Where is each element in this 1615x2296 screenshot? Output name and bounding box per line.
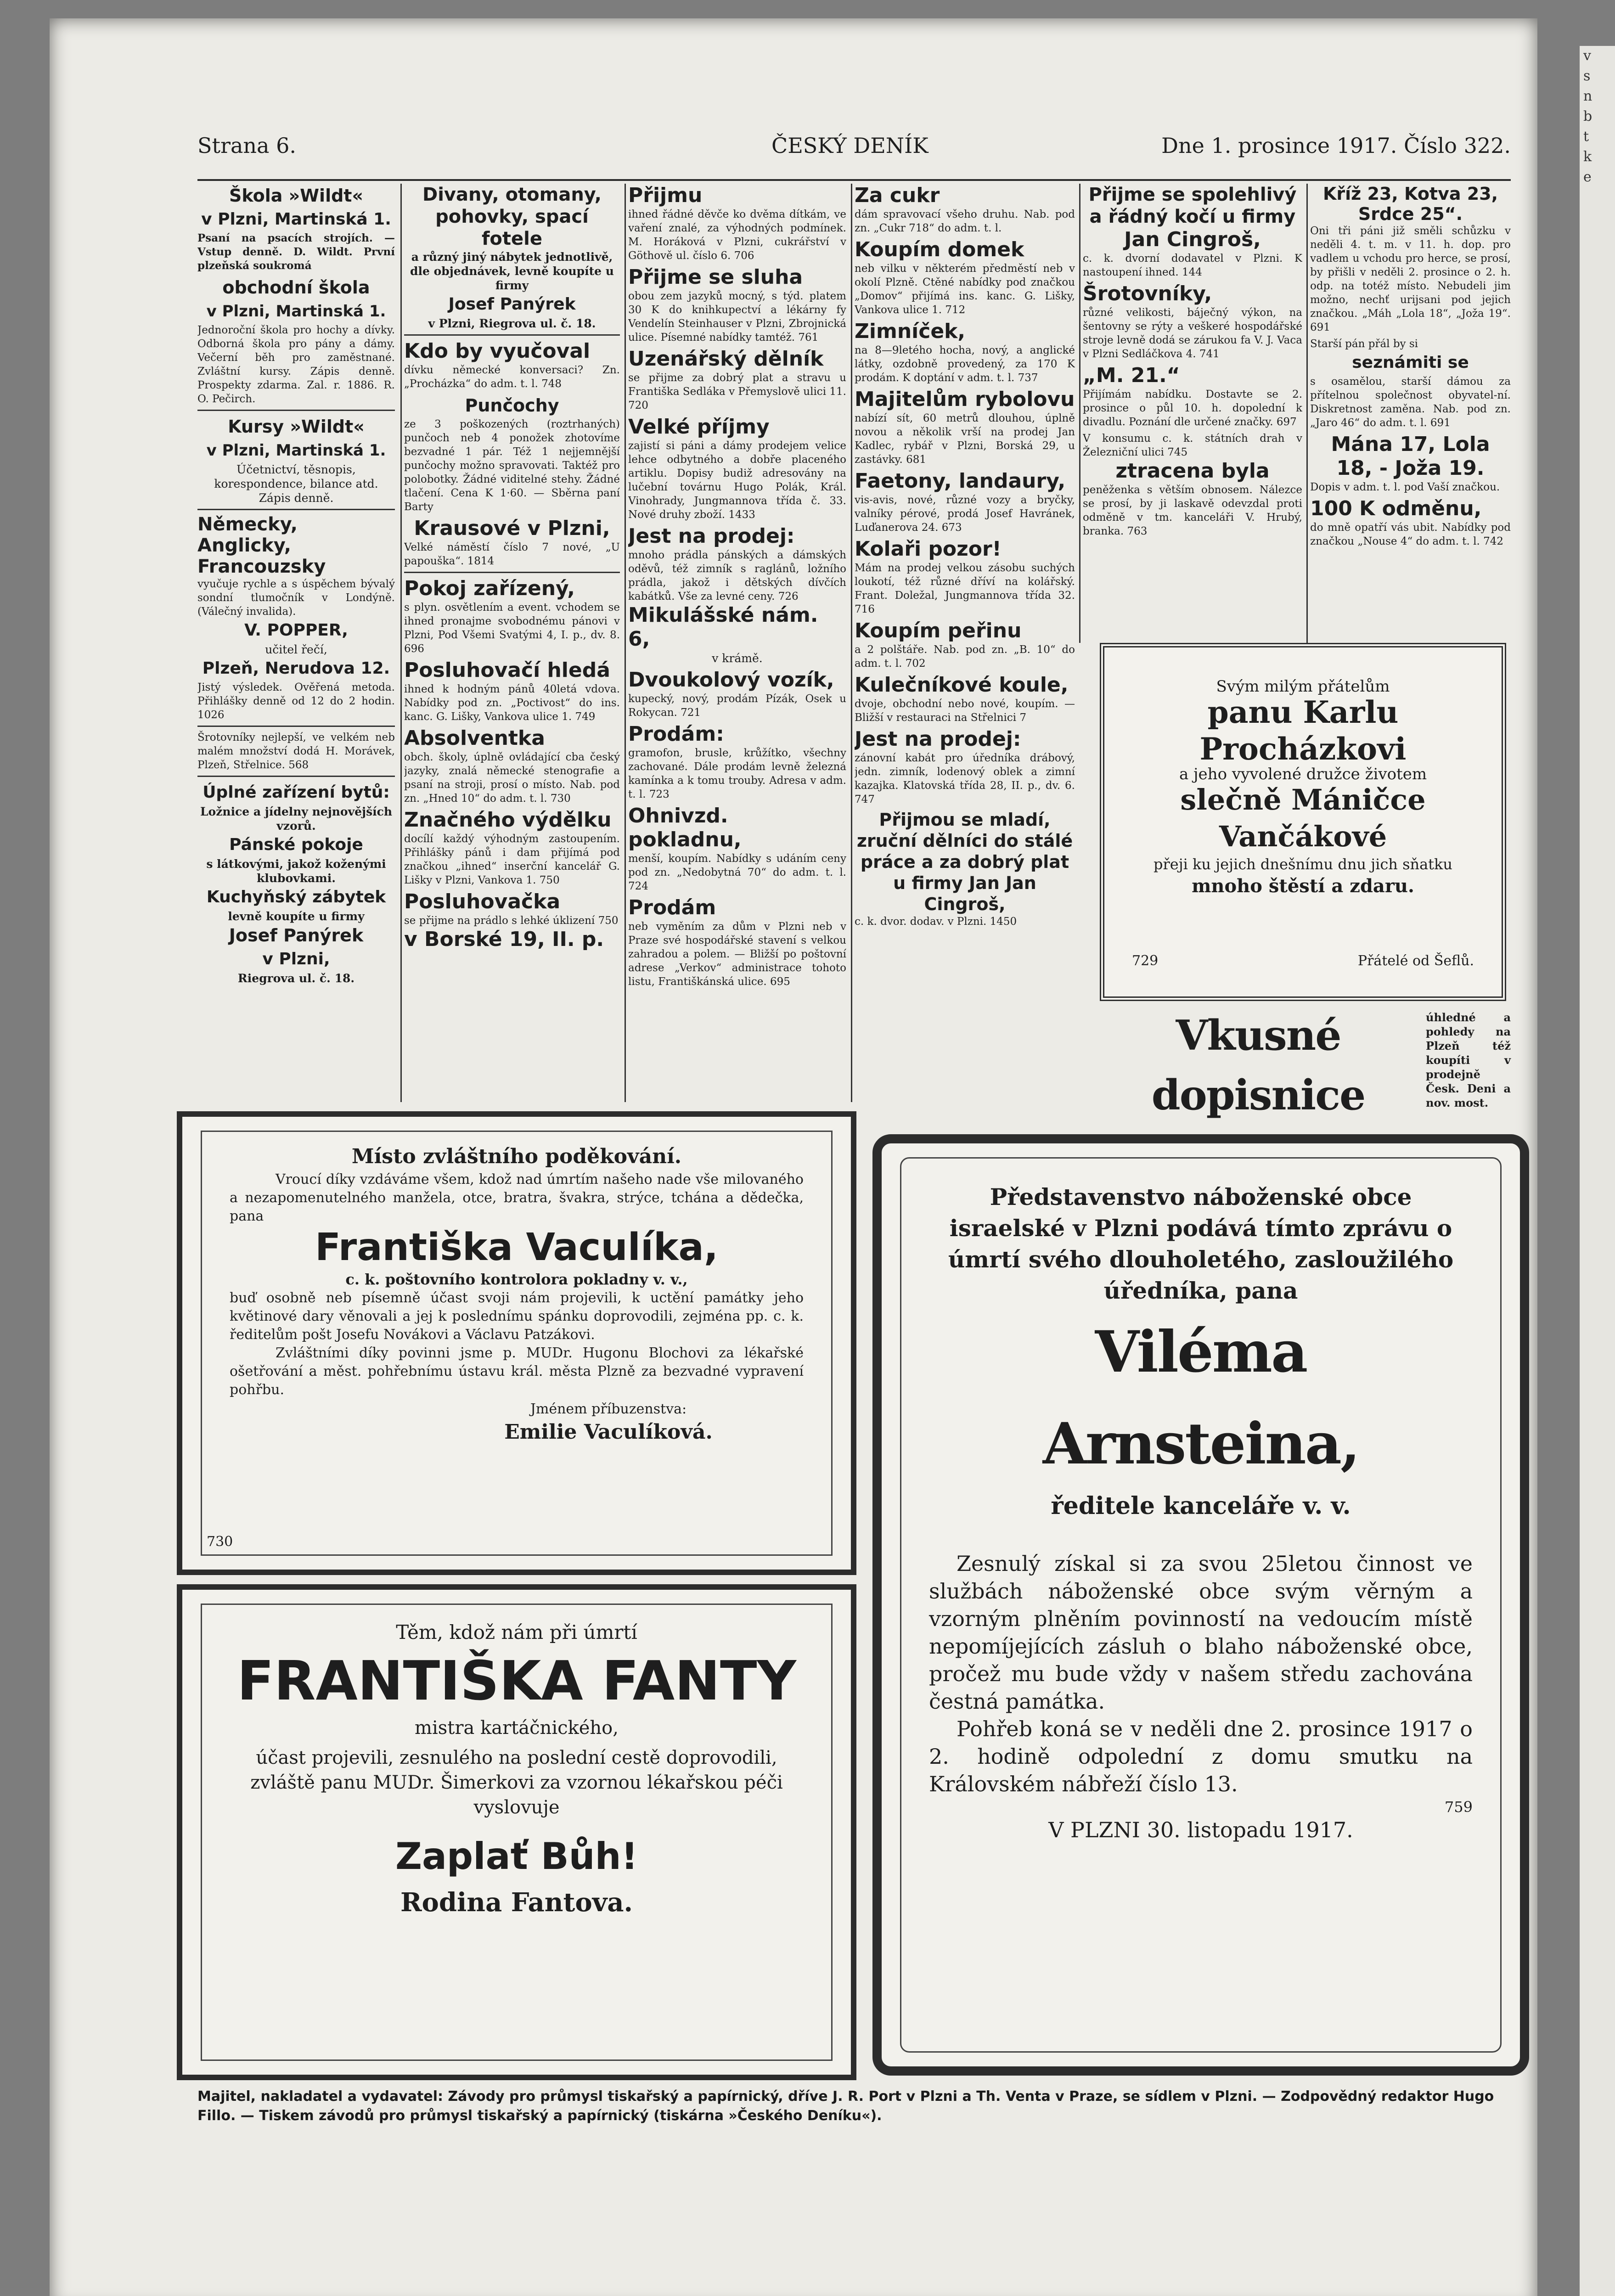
ad-title: Faetony, landaury, xyxy=(855,469,1066,493)
classified-ad xyxy=(404,808,620,887)
ad-text: dám spravovací všeho druhu. Nab. pod zn. „Cukr 718“ do adm. t. l. xyxy=(855,208,1075,234)
ad-city: Plzeň, Nerudova 12. xyxy=(202,659,390,678)
ad-text: neb vyměním za dům v Plzni neb v Praze své hospodářské stavení s velkou zahradou a polem. — Bližší po poštovní adrese „Verkov“ administrace tohoto listu, Františkánská ulice. 695 xyxy=(628,921,846,988)
wedding-bride: slečně Máničce Vančákové xyxy=(1180,783,1426,853)
classified-ad xyxy=(855,537,1075,616)
classified-ad xyxy=(855,238,1075,317)
classified-ad xyxy=(855,727,1075,806)
ad-text: Jistý výsledek. Ověřená metoda. Přihlášky denně od 12 do 2 hodin. 1026 xyxy=(197,681,395,721)
ad-title: Absolventka xyxy=(404,726,545,750)
classified-ad xyxy=(855,388,1075,467)
ad-title: obchodní škola xyxy=(222,277,370,298)
classified-ad xyxy=(628,722,846,801)
ad-text: menší, koupím. Nabídky s udáním ceny pod zn. „Nedobytná 70“ do adm. t. l. 724 xyxy=(628,853,846,892)
notice-body: účast projevili, zesnulého na poslední cestě doprovodili, zvláště panu MUDr. Šimerkovi za vzornou lékařskou péči vyslovuje xyxy=(250,1747,783,1818)
ad-title: Velké příjmy xyxy=(628,415,770,439)
ad-title: Přijmu xyxy=(628,184,703,207)
ad-name: Josef Panýrek xyxy=(229,925,364,945)
ad-text: různé velikosti, báječný výkon, na šentovny se rýty a veškeré hospodářské stroje levně dodá se zárukou fa V. J. Vaca v Plzni Sedláčkova 4. 741 xyxy=(1083,307,1302,360)
page-header xyxy=(197,133,1511,161)
ad-name: Josef Panýrek xyxy=(448,295,576,314)
classified-ad xyxy=(628,265,846,344)
classified-ad xyxy=(404,658,620,724)
ad-text: do mně opatří vás ubit. Nabídky pod značkou „Nouse 4“ do adm. t. l. 742 xyxy=(1310,522,1511,547)
ad-subtitle: v Plzni, Martinská 1. xyxy=(206,441,386,460)
classified-ad: Šrotovníky nejlepší, ve velkém neb malém množství dodá H. Morávek, Plzeň, Střelnice. 568 xyxy=(197,732,395,771)
ad-text: s látkovými, jakož koženými klubovkami. xyxy=(206,857,386,885)
ad-title: Šrotovníky, xyxy=(1083,282,1212,305)
ad-title: Uzenářský dělník xyxy=(628,347,824,371)
ad-title: Koupím peřinu xyxy=(855,619,1022,642)
ad-title: Za cukr xyxy=(855,184,940,207)
ad-title: Kolaři pozor! xyxy=(855,537,1002,561)
ad-text: dvoje, obchodní nebo nové, koupím. — Bližší v restauraci na Střelnici 7 xyxy=(855,698,1075,724)
ad-address: Mikulášské nám. 6, xyxy=(628,603,818,651)
ad-text: obou zem jazyků mocný, s týd. platem 30 K do knihkupectví a lékárny fy Vendelín Steinhauser v Plzni, Zbrojnická ulice. Písemné nabídky tamtéž. 761 xyxy=(628,290,846,343)
ad-title: Prodám: xyxy=(628,722,724,746)
ad-title: Pánské pokoje xyxy=(229,835,363,854)
notice-intro: Vroucí díky vzdáváme všem, kdož nad úmrtím našeho nade vše milovaného a nezapomenutelného manžela, otce, bratra, švakra, strýce, tchána a dědečka, pana xyxy=(230,1171,804,1224)
classified-ad xyxy=(197,415,395,505)
ad-title: Škola »Wildt« xyxy=(229,186,364,206)
ad-title: Přijmou se mladí, zruční dělníci do stálé práce a za dobrý plat u firmy Jan Jan Cingroš, xyxy=(856,810,1073,914)
ad-text: zánovní kabát pro úředníka drábový, jedn. zimník, lodenový oblek a zimní kazajka. Klatovská třída 28, II. p., dv. 6. 747 xyxy=(855,752,1075,805)
classified-ad xyxy=(1310,497,1511,548)
ad-text: se přijme za dobrý plat a stravu u Františka Sedláka v Přemyslově ulici 11. 720 xyxy=(628,372,846,411)
ad-address: v Plzni, Riegrova ul. č. 18. xyxy=(428,317,596,330)
ad-title: Značného výdělku xyxy=(404,808,612,832)
ad-name: V. POPPER, xyxy=(244,621,348,640)
classified-ad xyxy=(855,320,1075,385)
classified-ad xyxy=(197,276,395,406)
ad-title: Divany, otomany, pohovky, spací fotele xyxy=(422,184,602,249)
column-divider xyxy=(400,184,402,1102)
classified-ad xyxy=(855,673,1075,725)
classified-ad xyxy=(197,514,395,722)
ad-title: Jest na prodej: xyxy=(855,727,1021,751)
classified-ad xyxy=(1310,433,1511,494)
ad-text: dívku německé konversaci? Zn. „Procházka“ do adm. t. l. 748 xyxy=(404,364,620,390)
classified-ad xyxy=(1083,432,1302,538)
wedding-line: Svým milým přátelům xyxy=(1216,677,1390,696)
ad-text: Přijímám nabídku. Dostavte se 2. prosince o půl 10. h. dopolední k divadlu. Poznání dle určené značky. 697 xyxy=(1083,388,1302,428)
classified-ad xyxy=(404,394,620,514)
deceased-name: Viléma Arnsteina, xyxy=(1042,1319,1359,1477)
ad-text: c. k. dvor. dodav. v Plzni. 1450 xyxy=(855,916,1017,928)
wedding-groom: panu Karlu Procházkovi xyxy=(1199,694,1407,767)
ad-text: gramofon, brusle, krůžítko, všechny zachované. Dále prodám levně železná kamínka a k tomu trouby. Adresa v adm. t. l. 723 xyxy=(628,747,846,800)
deceased-role: ředitele kanceláře v. v. xyxy=(1051,1492,1351,1520)
ad-text: na 8—9letého hocha, nový, a anglické látky, ozdobně provedený, za 170 K prodám. K doptání v adm. t. l. 737 xyxy=(855,344,1075,384)
obituary-body: Zesnulý získal si za svou 25letou činnost ve službách náboženské obce svým věrným a vzorným plněním povinností na vedoucím místě nepomíjejících zásluh o blaho náboženské obce, pročež mu bude vždy v našem středu zachována čestná památka. xyxy=(929,1551,1473,1714)
classified-ad xyxy=(1310,337,1511,430)
notice-body: buď osobně neb písemně účast svoji nám projevili, k uctění památky jeho květinové dary věnovali a jej k poslednímu spánku doprovodili, zejména pp. c. k. ředitelům pošt Josefu Novákovi a Václavu Patzákovi. xyxy=(230,1290,804,1343)
classified-ad xyxy=(404,339,620,391)
ad-text: Oni tři páni již směli schůzku v neděli 4. t. m. v 11. h. dop. pro vadlem u vchodu pro herce, se prosí, by přišli v neděli 2. prosince o 2. h. odp. na totéž místo. Nebudeli jim možno, nechť urijsani pod jejich značkou. „Máh „Lola 18“, „Joža 19“. 691 xyxy=(1310,225,1511,333)
column-2 xyxy=(404,184,620,1102)
ad-city: v Plzni, xyxy=(262,950,330,968)
ad-text: Starší pán přál by si xyxy=(1310,338,1418,350)
divider xyxy=(197,776,395,777)
deceased-role: c. k. poštovního kontrolora pokladny v. v., xyxy=(345,1271,688,1288)
classified-ad xyxy=(1083,184,1302,279)
deceased-name: Františka Vaculíka, xyxy=(315,1226,718,1269)
ad-title: Zimníček, xyxy=(855,320,966,343)
ad-number: 759 xyxy=(1444,1798,1473,1816)
wedding-signature: Přátelé od Šeflů. xyxy=(1357,953,1474,969)
classified-ad xyxy=(404,517,620,568)
ad-text: neb vilku v některém předměstí neb v okolí Plzně. Ctěné nabídky pod značkou „Domov“ přijímá ins. kanc. G. Lišky, Vankova ulice 1. 712 xyxy=(855,263,1075,316)
ad-text: s plyn. osvětlením a event. vchodem se ihned pronajme svobodnému pánovi v Plzni, Pod Všemi Svatými 4, I. p., dv. 8. 696 xyxy=(404,602,620,655)
ad-text: Ložnice a jídelny nejnovějších vzorů. xyxy=(200,805,393,833)
divider xyxy=(197,726,395,727)
column-4 xyxy=(855,184,1075,1102)
obituary-date: V PLZNI 30. listopadu 1917. xyxy=(1048,1818,1353,1842)
ad-text: Velké náměstí číslo 7 nové, „U papouška“. 1814 xyxy=(404,541,620,567)
ad-title: Přijme se sluha xyxy=(628,265,803,289)
ad-title: Německy, Anglicky, Francouzsky xyxy=(197,514,326,577)
ad-title: Prodám xyxy=(628,896,716,919)
wedding-congratulation-box xyxy=(1100,643,1506,1001)
ad-title: seznámiti se xyxy=(1352,353,1469,372)
ad-title: Krausové v Plzni, xyxy=(414,517,610,540)
classified-ad xyxy=(628,668,846,720)
thanks-notice-vaculik xyxy=(177,1111,856,1575)
classified-ad xyxy=(628,347,846,412)
notice-thanks: Zaplať Bůh! xyxy=(395,1835,638,1878)
deceased-name: FRANTIŠKA FANTY xyxy=(237,1649,796,1712)
ad-text: levně koupíte u firmy xyxy=(228,910,365,923)
column-3 xyxy=(628,184,846,1102)
ad-text: ze 3 poškozených (roztrhaných) punčoch neb 4 ponožek zhotovíme bezvadné 1 pár. Též 1 nejjemnější punčochy možno spravovati. Taktéž pro polobotky. Žádné viditelné stehy. Žádné tlačení. Cena K 1·60. — Sběrna paní Barty xyxy=(404,418,620,513)
divider xyxy=(197,509,395,510)
signature: Rodina Fantova. xyxy=(400,1887,633,1918)
postcards-ad-text: úhledné a pohledy na Plzeň též koupíti v prodejně Česk. Deni a nov. most. xyxy=(1426,1011,1511,1109)
page-number: Strana 6. xyxy=(197,133,296,158)
notice-line: Těm, kdož nám při úmrtí xyxy=(396,1621,637,1643)
ad-title: Punčochy xyxy=(465,395,559,416)
ad-text: nabízí sít, 60 metrů dlouhou, úplně novou a několik vrší na prodej Jan Kadlec, rybář v Plzni, Borská 29, u zastávky. 681 xyxy=(855,412,1075,466)
ad-text: c. k. dvorní dodavatel v Plzni. K nastoupení ihned. 144 xyxy=(1083,253,1302,278)
ad-text: Jednoroční škola pro hochy a dívky. Odborná škola pro pány a dámy. Večerní běh pro zaměstnané. Zvláštní kursy. Zápis denně. Prospekty zdarma. Zal. r. 1886. R. O. Pečirch. xyxy=(197,324,395,405)
column-divider xyxy=(1079,184,1080,643)
obituary-arnstein xyxy=(872,1134,1529,2076)
ad-text: Psaní na psacích strojích. — Vstup denně. D. Wildt. První plzeňská soukromá xyxy=(197,232,395,272)
ad-text: Dopis v adm. t. l. pod Vaší značkou. xyxy=(1310,481,1500,493)
column-1 xyxy=(197,184,395,1102)
header-rule xyxy=(197,179,1511,181)
classified-ad xyxy=(628,524,846,665)
ad-title: Kulečníkové koule, xyxy=(855,673,1069,697)
ad-title: Kuchyňský zábytek xyxy=(206,888,386,906)
wedding-line: a jeho vyvolené družce životem xyxy=(1179,765,1427,783)
classified-ad xyxy=(628,896,846,989)
ad-number: 729 xyxy=(1132,953,1159,969)
ad-text: V konsumu c. k. státních drah v Železniční ulici 745 xyxy=(1083,433,1302,458)
ad-title: Kříž 23, Kotva 23, Srdce 25“. xyxy=(1322,184,1498,224)
ad-text: se přijme na prádlo s lehké úklizení 750 xyxy=(404,915,619,927)
publisher-imprint: Majitel, nakladatel a vydavatel: Závody pro průmysl tiskařský a papírnický, dříve J. R. Port v Plzni a Th. Venta v Praze, se sídlem v Plzni. — Zodpovědný redaktor Hugo Fillo. — Tiskem závodů pro průmysl tiskařský a papírnický (tiskárna »Českého Deníku«). xyxy=(197,2088,1494,2124)
ad-title: Úplné zařízení bytů: xyxy=(203,783,390,802)
ad-title: Pokoj zařízený, xyxy=(404,577,575,600)
ad-text: vis-avis, nové, různé vozy a bryčky, valníky pérové, prodá Josef Havránek, Luďanerova 24. 673 xyxy=(855,494,1075,534)
classified-ad xyxy=(197,184,395,273)
classified-ad xyxy=(855,469,1075,535)
ad-text: zajistí si páni a dámy prodejem velice lehce odbytného a dobře placeného artiklu. Dopisy budiž adresovány na lučební továrnu Hugo Polák, Král. Vinohrady, Jungmannova třída č. 33. Nové druhy zboží. 1433 xyxy=(628,440,846,521)
ad-title: Mánа 17, Lola 18, - Joža 19. xyxy=(1331,433,1490,480)
wedding-line: přeji ku jejich dnešnímu dnu jich sňatku xyxy=(1153,855,1453,873)
ad-text: obch. školy, úplně ovládající cba český jazyky, znalá německé stenografie a psaní na stroji, prosí o místo. Nab. pod zn. „Hned 10“ do adm. t. l. 730 xyxy=(404,751,620,805)
thanks-notice-fanta xyxy=(177,1584,856,2080)
column-divider xyxy=(1306,184,1308,643)
ad-number: 730 xyxy=(207,1534,233,1550)
signature: Emilie Vaculíková. xyxy=(504,1420,713,1444)
ad-title: Dvoukolový vozík, xyxy=(628,668,834,692)
postcards-ad-title: Vkusné dopisnice xyxy=(1151,1011,1365,1120)
classified-ad xyxy=(855,809,1075,929)
ad-name: Jan Cingroš, xyxy=(1124,228,1261,251)
ad-text: Účetnictví, těsnopis, korespondence, bilance atd. Zápis denně. xyxy=(214,463,378,505)
ad-subtitle: v Plzni, Martinská 1. xyxy=(201,210,391,229)
ad-text: Mám na prodej velkou zásobu suchých loukotí, též různé dříví na kolářský. Frant. Doležal, Jungmannova třída 32. 716 xyxy=(855,562,1075,615)
ad-text: peněženka s větším obnosem. Nálezce se prosí, by ji laskavě odevzdal proti odměně v tm. kanceláři V. Hrubý, branka. 763 xyxy=(1083,484,1302,537)
ad-title: Přijme se spolehlivý a řádný kočí u firmy xyxy=(1088,184,1297,227)
ad-role: učitel řečí, xyxy=(265,643,327,656)
notice-title: Místo zvláštního poděkování. xyxy=(351,1145,682,1168)
ad-text: vyučuje rychle a s úspěchem bývalý sondní tlumočník v Londýně. (Válečný invalida). xyxy=(197,578,395,618)
divider xyxy=(197,410,395,411)
adjacent-page-edge: v s n b t k e xyxy=(1580,46,1615,2296)
classified-ad xyxy=(1310,184,1511,334)
classified-ad xyxy=(404,184,620,331)
obituary-intro: Představenstvo náboženské obce israelské v Plzni podává tímto zprávu o úmrtí svého dlouholetého, zasloužilého úředníka, pana xyxy=(948,1183,1454,1304)
classified-ad xyxy=(855,619,1075,670)
obituary-funeral: Pohřeb koná se v neděli dne 2. prosince 1917 o 2. hodině odpolední z domu smutku na Královském nábřeží číslo 13. xyxy=(929,1716,1473,1796)
ad-text: s osamělou, starší dámou za přítelnou společnost obyvatel-ní. Diskretnost zaměna. Nab. pod zn. „Jaro 46“ do adm. t. l. 691 xyxy=(1310,376,1511,429)
classified-ad xyxy=(628,415,846,522)
deceased-role: mistra kartáčnického, xyxy=(415,1717,619,1739)
classified-ad xyxy=(1083,282,1302,361)
ad-title: „M. 21.“ xyxy=(1083,364,1180,387)
ad-text: ihned k hodným pánů 40letá vdova. Nabídky pod zn. „Poctivost“ do ins. kanc. G. Lišky, Vankova ulice 1. 749 xyxy=(404,683,620,723)
ad-text: v krámě. xyxy=(712,652,763,665)
ad-title: Koupím domek xyxy=(855,238,1024,261)
ad-title: Kdo by vyučoval xyxy=(404,339,591,363)
furniture-ad xyxy=(197,781,395,985)
ad-title: 100 K odměnu, xyxy=(1310,497,1482,520)
ad-subtitle: v Plzni, Martinská 1. xyxy=(206,302,386,321)
classified-ad xyxy=(628,804,846,893)
classified-ad xyxy=(404,890,620,951)
column-divider xyxy=(851,184,852,1102)
ad-text: ihned řádné děvče ko dvěma dítkám, ve vaření znalé, za výhodných podmínek. M. Horáková v Plzni, cukrářství v Göthově ul. číslo 6. 706 xyxy=(628,208,846,262)
ad-address: v Borské 19, II. p. xyxy=(404,928,604,951)
classified-ad xyxy=(404,726,620,805)
column-6 xyxy=(1310,184,1511,643)
ad-text: a různý jiný nábytek jednotlivě, dle objednávek, levně koupíte u firmy xyxy=(410,250,614,292)
divider xyxy=(404,572,620,573)
divider xyxy=(404,334,620,336)
ad-text: docílí každý výhodným zastoupením. Přihlášky pánů i dam přijímá pod značkou „ihned“ inserční kancelář G. Lišky v Plzni, Vankova 1. 750 xyxy=(404,833,620,886)
notice-body: Zvláštními díky povinni jsme p. MUDr. Hugonu Blochovi za lékařské ošetřování a měst. pohřebnímu ústavu král. města Plzně za bezvadné vypravení pohřbu. xyxy=(230,1345,804,1398)
ad-text: mnoho prádla pánských a dámských oděvů, též zimník s raglánů, ložního prádla, jakož i dětských dívčích kabátků. Vše za levné ceny. 726 xyxy=(628,549,846,602)
issue-date: Dne 1. prosince 1917. Číslo 322. xyxy=(1161,133,1511,158)
classified-ad xyxy=(1083,364,1302,429)
ad-title: Majitelům rybolovu xyxy=(855,388,1075,411)
ad-address: Riegrova ul. č. 18. xyxy=(237,972,355,985)
ad-title: Jest na prodej: xyxy=(628,524,795,548)
classified-ad xyxy=(855,184,1075,235)
wedding-wish: mnoho štěstí a zdaru. xyxy=(1192,875,1414,897)
ad-title: ztracena byla xyxy=(1115,459,1270,483)
column-divider xyxy=(625,184,626,1102)
classified-ad xyxy=(628,184,846,263)
classified-ad xyxy=(404,577,620,656)
ad-title: Ohnivzd. pokladnu, xyxy=(628,804,742,851)
ad-title: Posluhovačí hledá xyxy=(404,658,610,682)
signature-intro: Jménem příbuzenstva: xyxy=(530,1401,687,1417)
ad-text: kupecký, nový, prodám Pízák, Osek u Rokycan. 721 xyxy=(628,693,846,719)
newspaper-title: ČESKÝ DENÍK xyxy=(771,133,928,158)
column-5 xyxy=(1083,184,1302,643)
ad-title: Posluhovačka xyxy=(404,890,561,913)
ad-text: a 2 polštáře. Nab. pod zn. „B. 10“ do adm. t. l. 702 xyxy=(855,644,1075,670)
ad-title: Kursy »Wildt« xyxy=(228,416,365,437)
